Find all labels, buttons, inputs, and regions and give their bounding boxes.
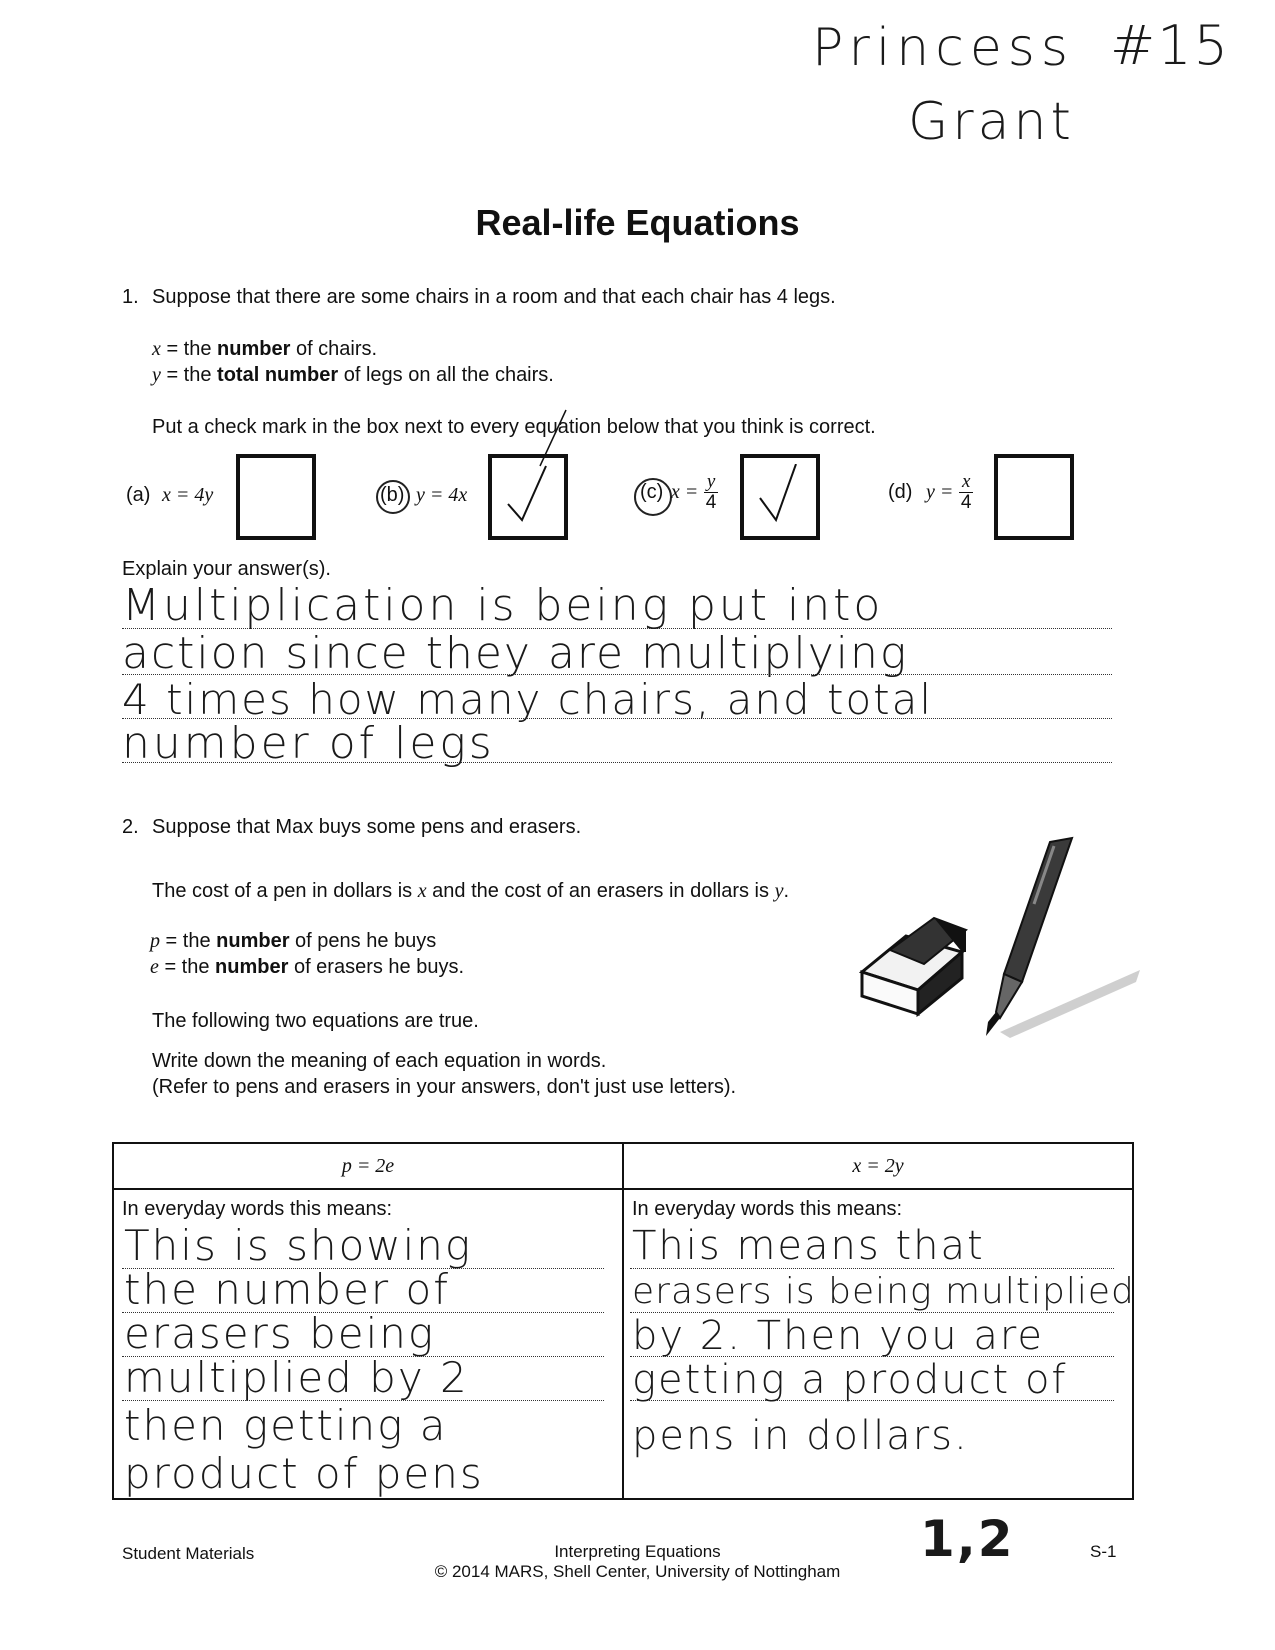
q2-right-answer-line-4: getting a product of [632, 1357, 1068, 1403]
q2-left-answer-line-3: erasers being [124, 1309, 436, 1358]
q1-prompt: Suppose that there are some chairs in a room and that each chair has 4 legs. [152, 286, 836, 308]
q2-refer-instruction: (Refer to pens and erasers in your answers, don't just use letters). [152, 1076, 737, 1098]
q1-answer-line-4: number of legs [122, 718, 495, 769]
check-mark-icon [506, 464, 550, 528]
q2-left-answer-line-2: the number of [124, 1265, 451, 1314]
worksheet-title: Real-life Equations [475, 202, 800, 243]
pen-and-eraser-illustration [850, 832, 1150, 1042]
student-number: #15 [1110, 14, 1230, 77]
right-equation-header: x = 2y [623, 1143, 1133, 1189]
option-d-checkbox[interactable] [994, 454, 1074, 540]
q1-explain-label: Explain your answer(s). [122, 558, 331, 580]
var-x: x [152, 338, 161, 360]
q1-number: 1. [122, 286, 139, 308]
q1-def-y: y = the total number of legs on all the chairs. [152, 364, 554, 386]
q2-def-e: e = the number of erasers he buys. [150, 956, 465, 978]
pencil-stroke-mark [536, 408, 576, 468]
option-d: (d) y = $\frac{x}{4}$ [888, 471, 972, 513]
q2-cost: The cost of a pen in dollars is x and the cost of an erasers in dollars is y. [152, 880, 790, 902]
q2-prompt: Suppose that Max buys some pens and erasers. [152, 816, 582, 838]
q2-left-answer-line-4: multiplied by 2 [124, 1353, 469, 1402]
q1-instruction: Put a check mark in the box next to every equation below that you think is correct. [152, 416, 876, 438]
var-y: y [152, 364, 161, 386]
q2-true-statement: The following two equations are true. [152, 1010, 479, 1032]
q1-answer-line-1: Multiplication is being put into [122, 580, 884, 631]
left-cell-label: In everyday words this means: [122, 1198, 393, 1220]
q2-right-answer-line-1: This means that [632, 1223, 985, 1269]
option-a: (a) x = 4y [126, 484, 214, 506]
q2-write-instruction: Write down the meaning of each equation in words. [152, 1050, 607, 1072]
pen-icon [986, 838, 1140, 1038]
q2-def-p: p = the number of pens he buys [150, 930, 437, 952]
q1-answer-line-2: action since they are multiplying [122, 628, 909, 679]
option-a-checkbox[interactable] [236, 454, 316, 540]
footer-center-line-2: © 2014 MARS, Shell Center, University of Nottingham [434, 1562, 841, 1581]
q2-right-answer-line-2: erasers is being multiplied [632, 1271, 1135, 1312]
q2-right-answer-line-3: by 2. Then you are [632, 1313, 1045, 1359]
eraser-icon [862, 918, 966, 1014]
score-mark: 1,2 [920, 1510, 1015, 1568]
footer-center-line-1: Interpreting Equations [554, 1542, 721, 1561]
option-c-checkbox[interactable] [740, 454, 820, 540]
q2-number: 2. [122, 816, 139, 838]
q2-left-answer-line-1: This is showing [124, 1221, 473, 1270]
student-name-last: Grant [908, 92, 1075, 152]
q2-left-answer-line-5: then getting a [124, 1401, 448, 1450]
student-name-first: Princess [812, 18, 1074, 78]
q2-left-answer-line-6: product of pens [124, 1449, 484, 1498]
q1-answer-line-3: 4 times how many chairs, and total [122, 675, 934, 724]
right-cell-label: In everyday words this means: [632, 1198, 903, 1220]
q1-def-x: x = the number of chairs. [152, 338, 378, 360]
option-c: (c) x = $\frac{y}{4}$ [640, 471, 717, 513]
fraction-y-over-4: $\frac{y}{4}$ [705, 471, 717, 513]
option-b: (b) y = 4x [380, 484, 468, 506]
q2-right-answer-line-5: pens in dollars. [632, 1413, 969, 1459]
footer-right: S-1 [1090, 1542, 1117, 1561]
fraction-x-over-4: $\frac{x}{4}$ [960, 471, 972, 513]
check-mark-icon [758, 464, 802, 528]
left-equation-header: p = 2e [113, 1143, 623, 1189]
footer-left: Student Materials [122, 1544, 255, 1563]
